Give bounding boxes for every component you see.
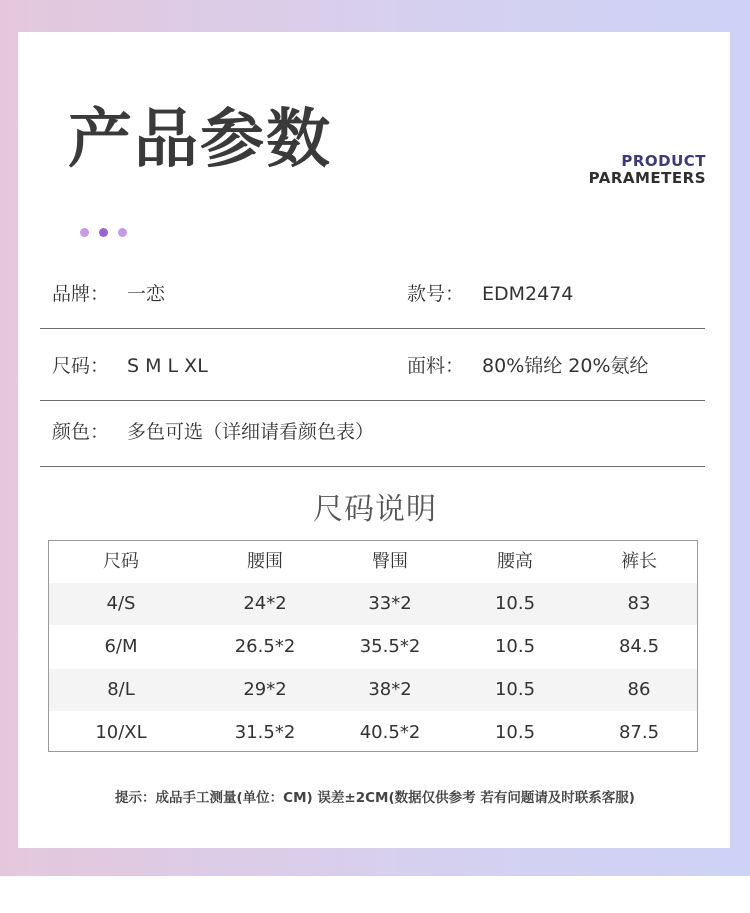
table-cell: 84.5: [618, 636, 660, 657]
table-cell: 10.5: [494, 593, 536, 614]
table-cell: 87.5: [618, 722, 660, 743]
english-subtitle-line2: PARAMETERS: [588, 169, 706, 187]
table-row: [49, 626, 697, 668]
info-row-size-fabric: [40, 335, 705, 401]
brand-value: 一恋: [127, 283, 166, 305]
size-field: [52, 335, 208, 397]
table-cell: 86: [627, 679, 651, 700]
table-row: [49, 583, 697, 625]
info-row-color: [40, 401, 705, 467]
table-cell: 10.5: [494, 679, 536, 700]
color-field: [52, 401, 374, 463]
table-cell: 29*2: [243, 679, 287, 700]
table-cell: 35.5*2: [359, 636, 421, 657]
size-value: S M L XL: [127, 355, 208, 377]
dot-icon: [118, 228, 127, 237]
model-field: [407, 263, 573, 325]
table-header-cell: 腰高: [497, 551, 533, 572]
table-cell: 38*2: [368, 679, 412, 700]
table-cell: 40.5*2: [359, 722, 421, 743]
table-cell: 31.5*2: [234, 722, 296, 743]
color-value: 多色可选（详细请看颜色表）: [127, 421, 375, 443]
table-cell: 83: [627, 593, 651, 614]
table-row: [49, 712, 697, 754]
table-cell: 8/L: [107, 679, 135, 700]
fabric-field: [407, 335, 649, 397]
table-cell: 26.5*2: [234, 636, 296, 657]
size-table: [48, 540, 698, 752]
table-cell: 10/XL: [95, 722, 147, 743]
fabric-value: 80%锦纶 20%氨纶: [482, 355, 649, 377]
dot-icon: [99, 228, 108, 237]
model-label: 款号：: [407, 283, 465, 305]
table-header-cell: 臀围: [372, 551, 408, 572]
model-value: EDM2474: [482, 283, 574, 305]
table-header-cell: 尺码: [103, 551, 139, 572]
fabric-label: 面料：: [407, 355, 465, 377]
dot-icon: [80, 228, 89, 237]
table-cell: 10.5: [494, 636, 536, 657]
brand-label: 品牌：: [52, 283, 110, 305]
english-subtitle-line1: PRODUCT: [621, 152, 706, 170]
measurement-note: 提示：成品手工测量(单位：CM) 误差±2CM(数据仅供参考 若有问题请及时联系客服): [115, 790, 635, 806]
table-cell: 10.5: [494, 722, 536, 743]
table-header-cell: 裤长: [621, 551, 657, 572]
table-cell: 33*2: [368, 593, 412, 614]
table-cell: 24*2: [243, 593, 287, 614]
color-label: 颜色：: [52, 421, 110, 443]
info-row-brand-model: [40, 263, 705, 329]
table-row: [49, 669, 697, 711]
page-title: 产品参数: [68, 103, 332, 177]
table-cell: 4/S: [106, 593, 136, 614]
size-label: 尺码：: [52, 355, 110, 377]
brand-field: [52, 263, 165, 325]
table-header-cell: 腰围: [247, 551, 283, 572]
decorative-dots: [80, 222, 137, 241]
size-chart-title: 尺码说明: [313, 492, 437, 527]
table-cell: 6/M: [104, 636, 138, 657]
table-header-row: [49, 541, 697, 583]
